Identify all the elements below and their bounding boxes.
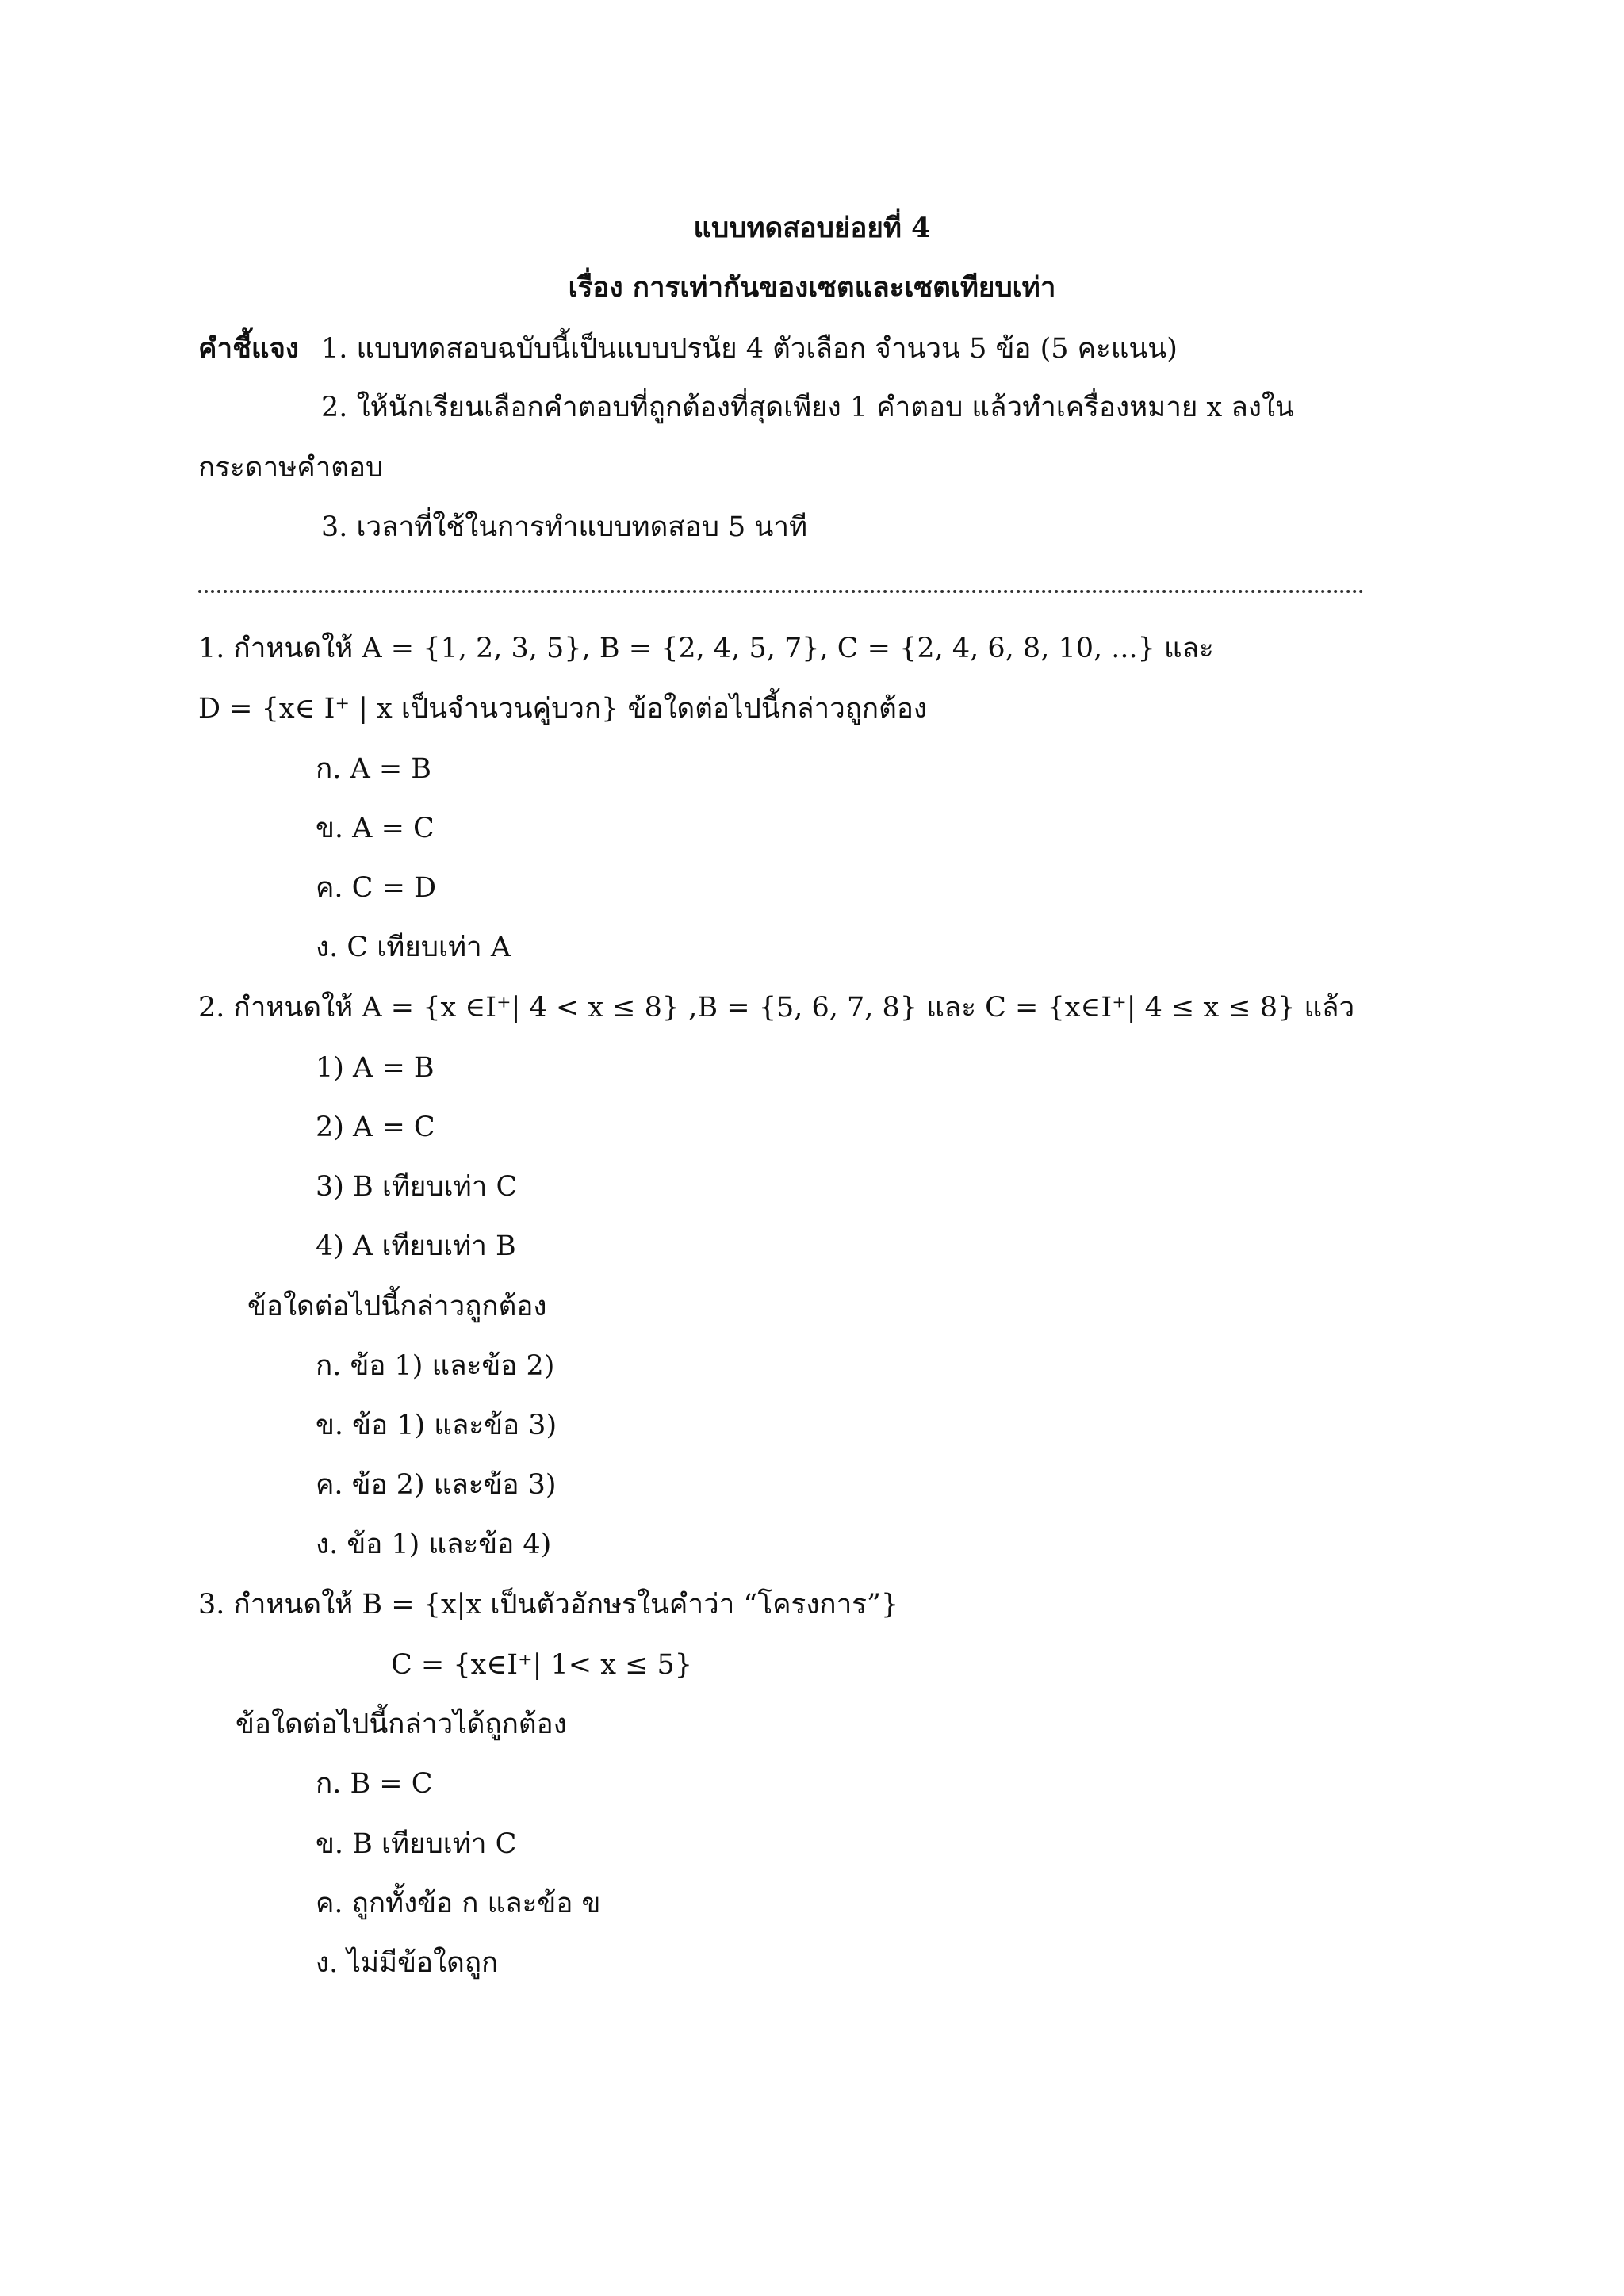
instruction-item-1: 1. แบบทดสอบฉบับนี้เป็นแบบปรนัย 4 ตัวเลือก จำนวน 5 ข้อ (5 คะแนน) <box>321 333 1178 365</box>
question-1-stem-continued: D = {x∈ I⁺ | x เป็นจำนวนคู่บวก} ข้อใดต่อไปนี้กล่าวถูกต้อง <box>198 693 927 725</box>
instruction-item-3: 3. เวลาที่ใช้ในการทำแบบทดสอบ 5 นาที <box>321 511 808 543</box>
question-2-statement-2: 2) A = C <box>316 1112 435 1143</box>
question-2-stem: 2. กำหนดให้ A = {x ∈I⁺| 4 < x ≤ 8} ,B = {5, 6, 7, 8} และ C = {x∈I⁺| 4 ≤ x ≤ 8} แล้ว <box>198 992 1355 1024</box>
question-1-choice-d: ง. C เทียบเท่า A <box>316 932 511 963</box>
question-3-choice-c: ค. ถูกทั้งข้อ ก และข้อ ข <box>316 1888 601 1919</box>
question-3-choice-d: ง. ไม่มีข้อใดถูก <box>316 1947 499 1979</box>
question-2-choice-d: ง. ข้อ 1) และข้อ 4) <box>316 1529 552 1560</box>
question-2-statement-1: 1) A = B <box>316 1052 435 1084</box>
question-3-prompt: ข้อใดต่อไปนี้กล่าวได้ถูกต้อง <box>236 1709 567 1740</box>
question-3-stem: 3. กำหนดให้ B = {x|x เป็นตัวอักษรในคำว่า “โครงการ”} <box>198 1589 899 1621</box>
page-title: แบบทดสอบย่อยที่ 4 <box>693 212 931 244</box>
question-1-stem: 1. กำหนดให้ A = {1, 2, 3, 5}, B = {2, 4, 5, 7}, C = {2, 4, 6, 8, 10, ...} และ <box>198 633 1214 664</box>
question-3-choice-a: ก. B = C <box>316 1768 433 1800</box>
question-2-choice-c: ค. ข้อ 2) และข้อ 3) <box>316 1469 557 1501</box>
question-2-statement-3: 3) B เทียบเท่า C <box>316 1171 518 1203</box>
question-2-prompt: ข้อใดต่อไปนี้กล่าวถูกต้อง <box>247 1291 547 1322</box>
question-2-choice-b: ข. ข้อ 1) และข้อ 3) <box>316 1410 557 1441</box>
instruction-item-2-continued: กระดาษคำตอบ <box>198 452 384 484</box>
instruction-item-2: 2. ให้นักเรียนเลือกคำตอบที่ถูกต้องที่สุดเพียง 1 คำตอบ แล้วทำเครื่องหมาย x ลงใน <box>321 392 1294 423</box>
question-3-stem-continued: C = {x∈I⁺| 1< x ≤ 5} <box>391 1649 693 1681</box>
question-1-choice-c: ค. C = D <box>316 872 437 904</box>
instructions-label: คำชี้แจง <box>198 332 299 365</box>
question-3-choice-b: ข. B เทียบเท่า C <box>316 1828 517 1860</box>
question-2-statement-4: 4) A เทียบเท่า B <box>316 1230 516 1262</box>
question-1-choice-b: ข. A = C <box>316 813 435 844</box>
question-1-choice-a: ก. A = B <box>316 753 432 785</box>
question-2-choice-a: ก. ข้อ 1) และข้อ 2) <box>316 1350 555 1382</box>
dotted-divider <box>198 590 1364 593</box>
page-subtitle: เรื่อง การเท่ากันของเซตและเซตเทียบเท่า <box>568 271 1056 304</box>
